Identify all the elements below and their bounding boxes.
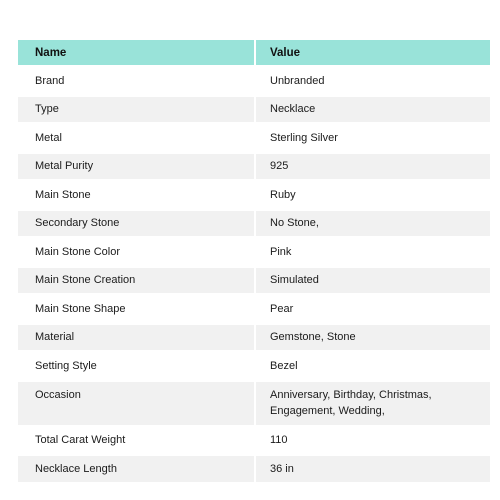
cell-name: Occasion	[18, 382, 254, 428]
cell-name: Main Stone Color	[18, 239, 254, 268]
header-value: Value	[254, 40, 490, 68]
cell-name: Metal	[18, 125, 254, 154]
cell-value: Gemstone, Stone	[254, 325, 490, 354]
cell-name: Setting Style	[18, 353, 254, 382]
table-row	[18, 353, 490, 382]
cell-name: Main Stone	[18, 182, 254, 211]
cell-name: Metal Purity	[18, 154, 254, 183]
header-name: Name	[18, 40, 254, 68]
cell-value: Anniversary, Birthday, Christmas, Engagement, Wedding,	[254, 382, 490, 428]
table-row	[18, 154, 490, 183]
cell-value: 925	[254, 154, 490, 183]
table-row	[18, 268, 490, 297]
cell-value: Pear	[254, 296, 490, 325]
table-row	[18, 97, 490, 126]
cell-value: Pink	[254, 239, 490, 268]
cell-value: Simulated	[254, 268, 490, 297]
item-specifics-table	[18, 40, 490, 485]
cell-value: Bezel	[254, 353, 490, 382]
table-row	[18, 211, 490, 240]
cell-name: Material	[18, 325, 254, 354]
table-row	[18, 182, 490, 211]
cell-name: Necklace Length	[18, 456, 254, 485]
cell-value: Necklace	[254, 97, 490, 126]
cell-value: No Stone,	[254, 211, 490, 240]
table-row	[18, 382, 490, 428]
cell-value: 36 in	[254, 456, 490, 485]
table-row	[18, 456, 490, 485]
header-row	[18, 40, 490, 68]
cell-name: Type	[18, 97, 254, 126]
cell-value: 110	[254, 428, 490, 457]
cell-name: Brand	[18, 68, 254, 97]
cell-name: Main Stone Creation	[18, 268, 254, 297]
cell-value: Unbranded	[254, 68, 490, 97]
table-row	[18, 239, 490, 268]
table-row	[18, 428, 490, 457]
cell-value: Sterling Silver	[254, 125, 490, 154]
cell-name: Secondary Stone	[18, 211, 254, 240]
table-header	[18, 40, 490, 68]
cell-name: Total Carat Weight	[18, 428, 254, 457]
cell-name: Main Stone Shape	[18, 296, 254, 325]
cell-value: Ruby	[254, 182, 490, 211]
table-body	[18, 68, 490, 485]
table-row	[18, 68, 490, 97]
table-row	[18, 296, 490, 325]
table-row	[18, 125, 490, 154]
table-row	[18, 325, 490, 354]
